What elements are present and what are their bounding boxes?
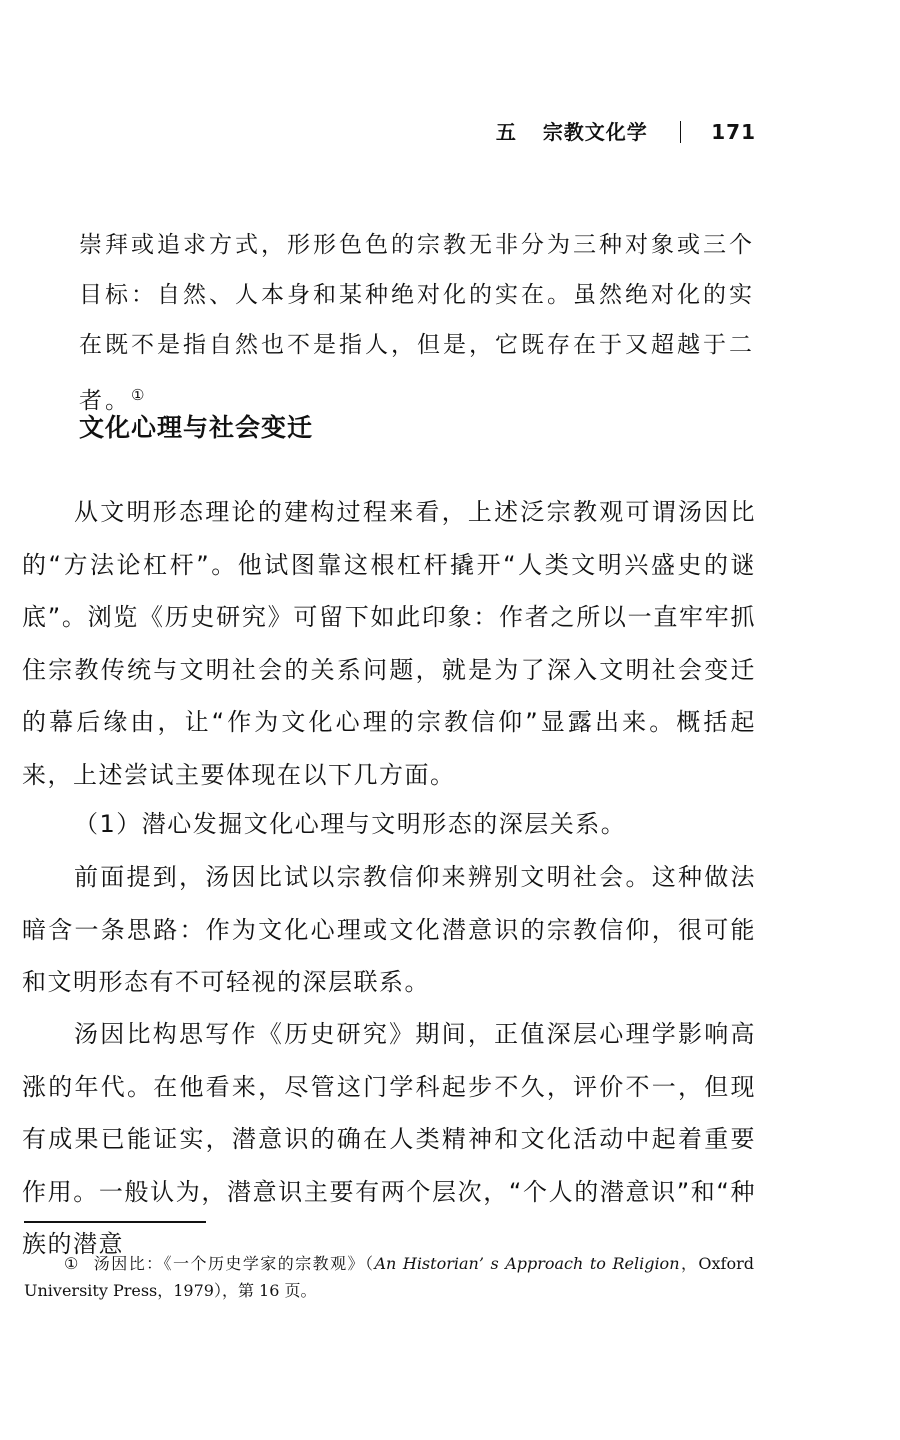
footnote-divider bbox=[24, 1221, 206, 1223]
header-divider bbox=[680, 121, 682, 143]
page-number: 171 bbox=[711, 120, 756, 144]
body-paragraph-4: 汤因比构思写作《历史研究》期间，正值深层心理学影响高涨的年代。在他看来，尽管这门学科起步不久，评价不一，但现有成果已能证实，潜意识的确在人类精神和文化活动中起着重要作用。一般认为，潜意识主要有两个层次，“个人的潜意识”和“种族的潜意 bbox=[22, 1020, 756, 1258]
body-paragraph-1: 从文明形态理论的建构过程来看，上述泛宗教观可谓汤因比的“方法论杠杆”。他试图靠这根杠杆撬开“人类文明兴盛史的谜底”。浏览《历史研究》可留下如此印象：作者之所以一直牢牢抓住宗教传统与文明社会的关系问题，就是为了深入文明社会变迁的幕后缘由，让“作为文化心理的宗教信仰”显露出来。概括起来，上述尝试主要体现在以下几方面。 bbox=[22, 498, 756, 789]
footnote-text-after: ，Oxford University Press，1979），第 16 页。 bbox=[24, 1254, 754, 1300]
body-paragraph-3: 前面提到，汤因比试以宗教信仰来辨别文明社会。这种做法暗含一条思路：作为文化心理或文化潜意识的宗教信仰，很可能和文明形态有不可轻视的深层联系。 bbox=[22, 863, 756, 996]
footnote-reference[interactable]: ① bbox=[131, 386, 145, 404]
chapter-title: 宗教文化学 bbox=[542, 120, 648, 144]
footnote-book-title: An Historian’ s Approach to Religion bbox=[374, 1254, 680, 1273]
footnote-text-before: 汤因比：《一个历史学家的宗教观》（ bbox=[93, 1254, 375, 1273]
chapter-number: 五 bbox=[495, 120, 517, 144]
footnote bbox=[24, 1250, 754, 1304]
footnote-mark: ① bbox=[64, 1254, 80, 1273]
block-quote-text: 崇拜或追求方式，形形色色的宗教无非分为三种对象或三个目标：自然、人本身和某种绝对化的实在。虽然绝对化的实在既不是指自然也不是指人，但是，它既存在于又超越于二者。 bbox=[79, 232, 755, 414]
running-header bbox=[496, 116, 756, 145]
body-paragraph-2: （1）潜心发掘文化心理与文明形态的深层关系。 bbox=[74, 810, 627, 838]
block-quote bbox=[79, 220, 755, 426]
section-heading: 文化心理与社会变迁 bbox=[79, 413, 314, 442]
